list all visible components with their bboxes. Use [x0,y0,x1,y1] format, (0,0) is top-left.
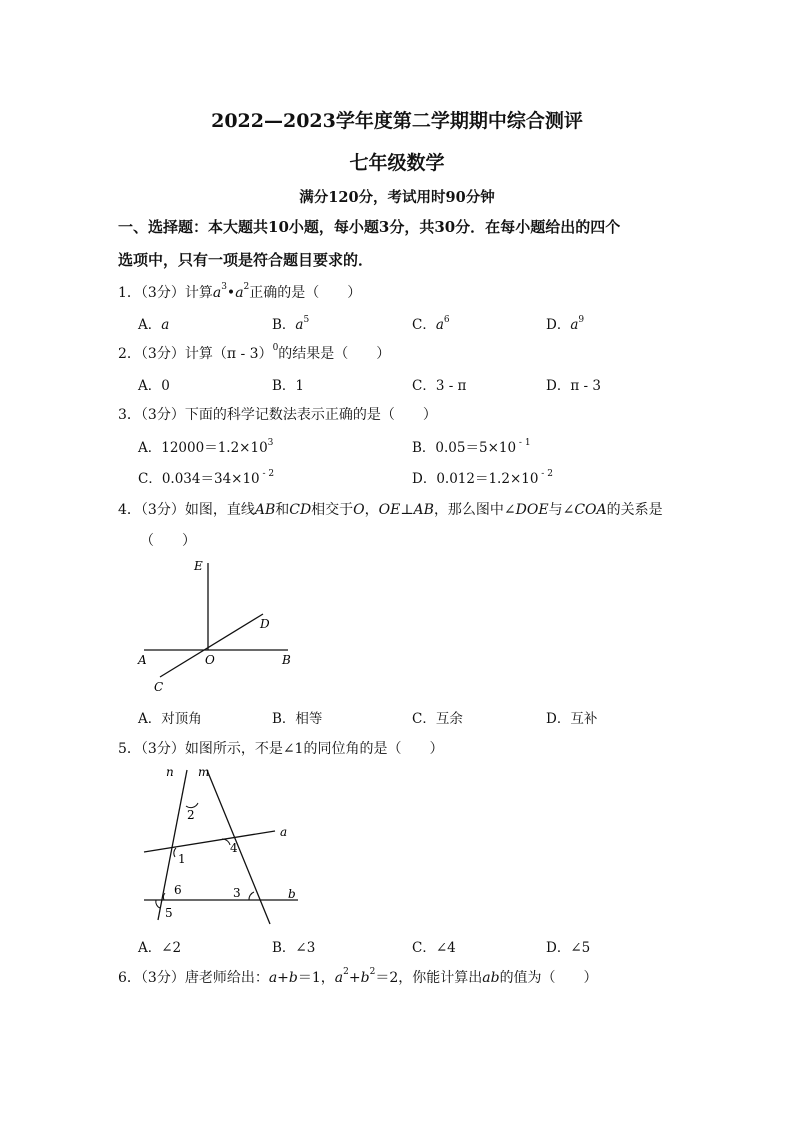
question-5: 5．（3分）如图所示，不是∠1的同位角的是（ ） [118,741,444,757]
label-angle-1: 1 [178,852,186,866]
angle-3-arc [249,892,254,900]
q5-option-b: B．∠3 [272,940,316,956]
q3-option-a: A．$12000=1.2\times 10^3$ [138,437,274,456]
line-a [144,831,275,852]
q3-option-b: B．0.05＝5×10 $^{- 1}$ [412,437,531,456]
section-heading-line1: 一、选择题：本大题共10小题，每小题3分，共30分．在每小题给出的四个 [118,218,621,236]
label-n: n [166,765,174,779]
angle-6-arc [163,893,165,900]
q1-option-c: C．$a^6$ [412,314,450,333]
angle-1-arc [174,848,176,857]
line-n [158,770,187,920]
question-3: 3．（3分）下面的科学记数法表示正确的是（ ） [118,407,437,423]
question-4-blank: （ ） [140,533,196,549]
q1-option-d: D．$a^9$ [546,314,585,333]
q4-option-a: A．对顶角 [138,711,202,727]
q4-option-d: D．互补 [546,711,598,727]
q3-option-c: C．0.034＝34×10 $^{- 2}$ [138,468,275,487]
q4-option-b: B．相等 [272,711,323,727]
label-c: C [154,680,164,694]
q4-option-c: C．互余 [412,711,463,727]
question-4: 4．（3分）如图，直线AB和CD相交于O，OE⊥AB，那么图中∠DOE与∠COA的关系是 [118,502,663,518]
q5-figure [130,760,315,930]
q2-option-c: C．3 - π [412,378,467,394]
label-a: A [138,653,147,667]
q2-option-b: B．1 [272,378,305,394]
exam-title: 2022—2023学年度第二学期期中综合测评 [211,110,583,132]
label-angle-4: 4 [230,841,238,855]
q3-option-d: D．0.012＝1.2×10 $^{- 2}$ [412,468,553,487]
question-1: 1．（3分）计算$a^3•a^2$正确的是（ ） [118,282,362,301]
label-b: B [282,653,291,667]
q1-option-b: B．$a^5$ [272,314,310,333]
label-o: O [205,653,215,667]
angle-5-arc [156,900,160,908]
label-e: E [194,559,203,573]
angle-2-arc [186,803,198,808]
q5-option-a: A．∠2 [138,940,182,956]
label-angle-5: 5 [165,906,173,920]
label-angle-3: 3 [233,886,241,900]
label-angle-6: 6 [174,883,182,897]
label-m: m [198,765,210,779]
line-m [207,770,270,924]
exam-subtitle: 七年级数学 [349,152,445,174]
q5-option-d: D．∠5 [546,940,591,956]
label-angle-2: 2 [187,808,195,822]
line-cd [160,614,263,677]
question-2: 2．（3分）计算（π - 3）$^0$的结果是（ ） [118,343,391,362]
label-a: a [280,825,288,839]
exam-info: 满分120分，考试用时90分钟 [299,189,495,206]
q1-option-a: A．a [138,317,170,333]
label-b: b [288,887,296,901]
q4-figure [130,555,310,700]
question-6: 6．（3分）唐老师给出：a+b＝1，$a^2+b^2=2$，你能计算出ab的值为（ ） [118,967,598,986]
q5-option-c: C．∠4 [412,940,456,956]
q2-option-a: A．0 [138,378,170,394]
label-d: D [260,617,270,631]
section-heading-line2: 选项中，只有一项是符合题目要求的． [118,251,374,269]
q2-option-d: D．π - 3 [546,378,601,394]
